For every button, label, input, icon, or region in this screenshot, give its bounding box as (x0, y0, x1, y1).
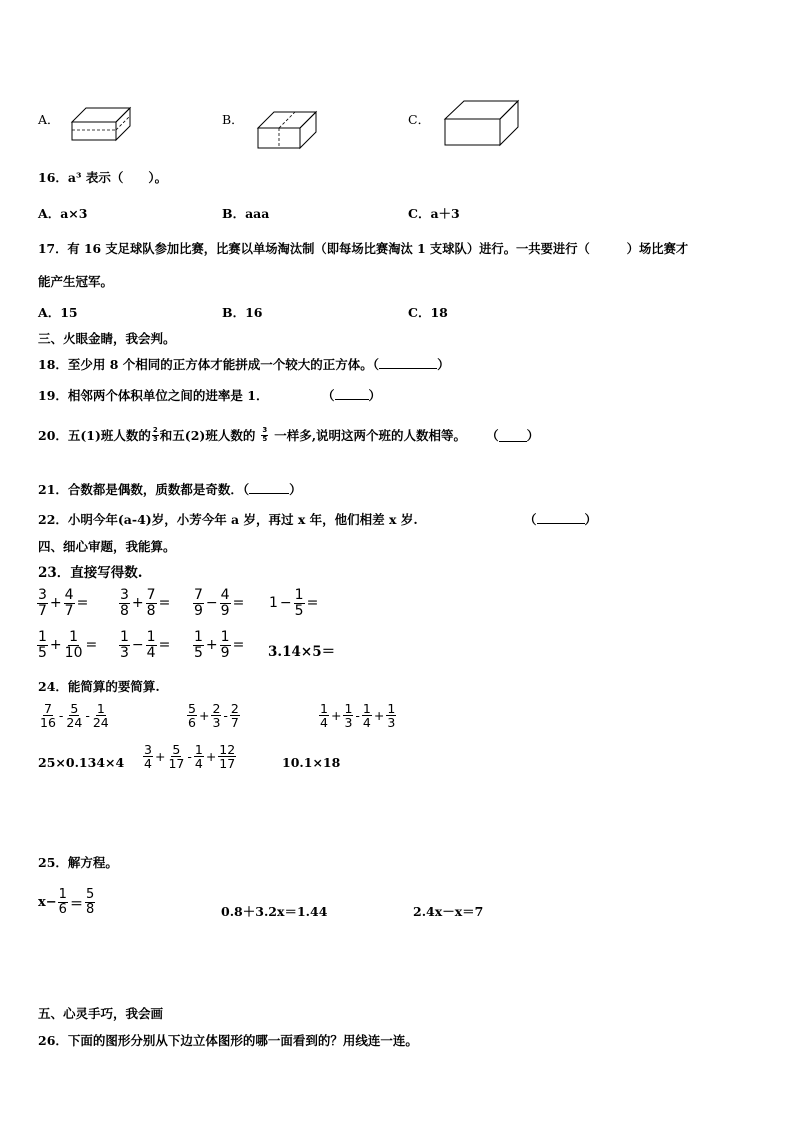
q22-text: 22．小明今年(a-4)岁，小芳今年 a 岁，再过 x 年，他们相差 x 岁. (38, 512, 418, 527)
q16-option-c: C．a＋3 (408, 206, 460, 221)
q23-title: 23．直接写得数. (38, 565, 143, 581)
q24-expr-3: 1 4 + $\frac{1}{3}$ - 1 4 + $\frac{1}{3}$ (320, 701, 396, 731)
q17-option-a: A．15 (38, 305, 78, 320)
q17-option-b: B．16 (222, 305, 263, 320)
q17-stem-line2: 能产生冠军。 (38, 274, 114, 289)
q24-expr-1: 7 16 - 5 24 - 1 24 (40, 701, 109, 731)
section-3-heading: 三、火眼金睛，我会判。 (38, 331, 176, 346)
flat-cuboid-figure-icon (70, 104, 134, 142)
q24-expr-2: 5 6 + $\frac{2}{3}$ - 2 7 (188, 701, 239, 731)
cuboid-with-split-top-figure-icon (256, 108, 320, 150)
q23-item-7: 1 5 + $\frac{1}{9}$ = (194, 629, 245, 661)
q16-stem: 16．a³ 表示（ ）。 (38, 170, 168, 185)
q18-text: 18．至少用 8 个相同的正方体才能拼成一个较大的正方体。（ (38, 357, 380, 372)
q20-part2: 和五(2)班人数的 (159, 428, 256, 443)
q21-answer-blank[interactable] (249, 481, 289, 494)
q20-statement: 20．五(1)班人数的 2 3 和五(2)班人数的 3 5 一样多,说明这两个班的人数相等。 （ ） (38, 426, 540, 443)
q25-equation-3: 2.4x－x＝7 (413, 904, 484, 919)
q22-answer-blank[interactable] (537, 511, 585, 524)
q24-expr-4: 25×0.134×4 (38, 755, 125, 770)
q20-part1: 20．五(1)班人数的 (38, 428, 151, 443)
large-cuboid-figure-icon (444, 99, 520, 147)
q16-option-a: A．a×3 (38, 206, 88, 221)
q23-item-1: 3 7 + $\frac{4}{7}$ = (38, 587, 89, 619)
q22-answer: （ ） (524, 512, 598, 527)
q18-answer-blank[interactable] (379, 356, 437, 369)
q21-statement: 21．合数都是偶数，质数都是奇数．（ ） (38, 482, 302, 497)
q19-answer-blank[interactable] (335, 387, 369, 400)
q26-instruction: 26．下面的图形分别从下边立体图形的哪一面看到的？用线连一连。 (38, 1033, 418, 1048)
q19-answer: （ ） (322, 388, 382, 403)
q25-title: 25．解方程。 (38, 855, 118, 870)
q24-expr-5: 3 4 + $\frac{5}{17}$ - 1 4 + $\frac{12}{17}$ (144, 742, 236, 772)
q23-item-3: 7 9 − $\frac{4}{9}$ = (194, 587, 245, 619)
q24-title: 24．能简算的要简算. (38, 679, 160, 694)
q19-text: 19．相邻两个体积单位之间的进率是 1． (38, 388, 269, 403)
q21-text: 21．合数都是偶数，质数都是奇数．（ (38, 482, 250, 497)
q20-fraction-2: 3 5 (262, 426, 268, 443)
q18-close-paren: ） (437, 357, 450, 372)
q15-option-a-label: A． (38, 112, 60, 127)
q23-item-8: 3.14×5＝ (268, 644, 336, 660)
q20-fraction-1: 2 3 (152, 426, 158, 443)
q17-stem-line1: 17．有 16 支足球队参加比赛，比赛以单场淘汰制（即每场比赛淘汰 1 支球队）进行。一共要进行（ ）场比赛才 (38, 241, 689, 256)
q16-option-b: B．aaa (222, 206, 270, 221)
q23-item-5: 1 5 + $\frac{1}{10}$ = (38, 629, 98, 661)
q20-part3: 一样多,说明这两个班的人数相等。 (274, 428, 467, 443)
q20-answer-blank[interactable] (499, 429, 527, 442)
q25-equation-2: 0.8＋3.2x＝1.44 (221, 904, 328, 919)
q24-expr-6: 10.1×18 (282, 755, 341, 770)
section-5-heading: 五、心灵手巧，我会画 (38, 1006, 164, 1021)
q25-equation-1: x− $\frac{1}{6}$ ＝ 5 8 (38, 887, 95, 917)
q18-statement (38, 355, 450, 373)
q15-option-b-label: B． (222, 112, 244, 127)
q15-option-c-label: C． (408, 112, 431, 127)
q17-option-c: C．18 (408, 305, 448, 320)
q23-item-6: 1 3 − $\frac{1}{4}$ = (120, 629, 171, 661)
q23-item-4: 1 − $\frac{1}{5}$ = (269, 587, 319, 619)
section-4-heading: 四、细心审题，我能算。 (38, 539, 176, 554)
q23-item-2: 3 8 + $\frac{7}{8}$ = (120, 587, 171, 619)
